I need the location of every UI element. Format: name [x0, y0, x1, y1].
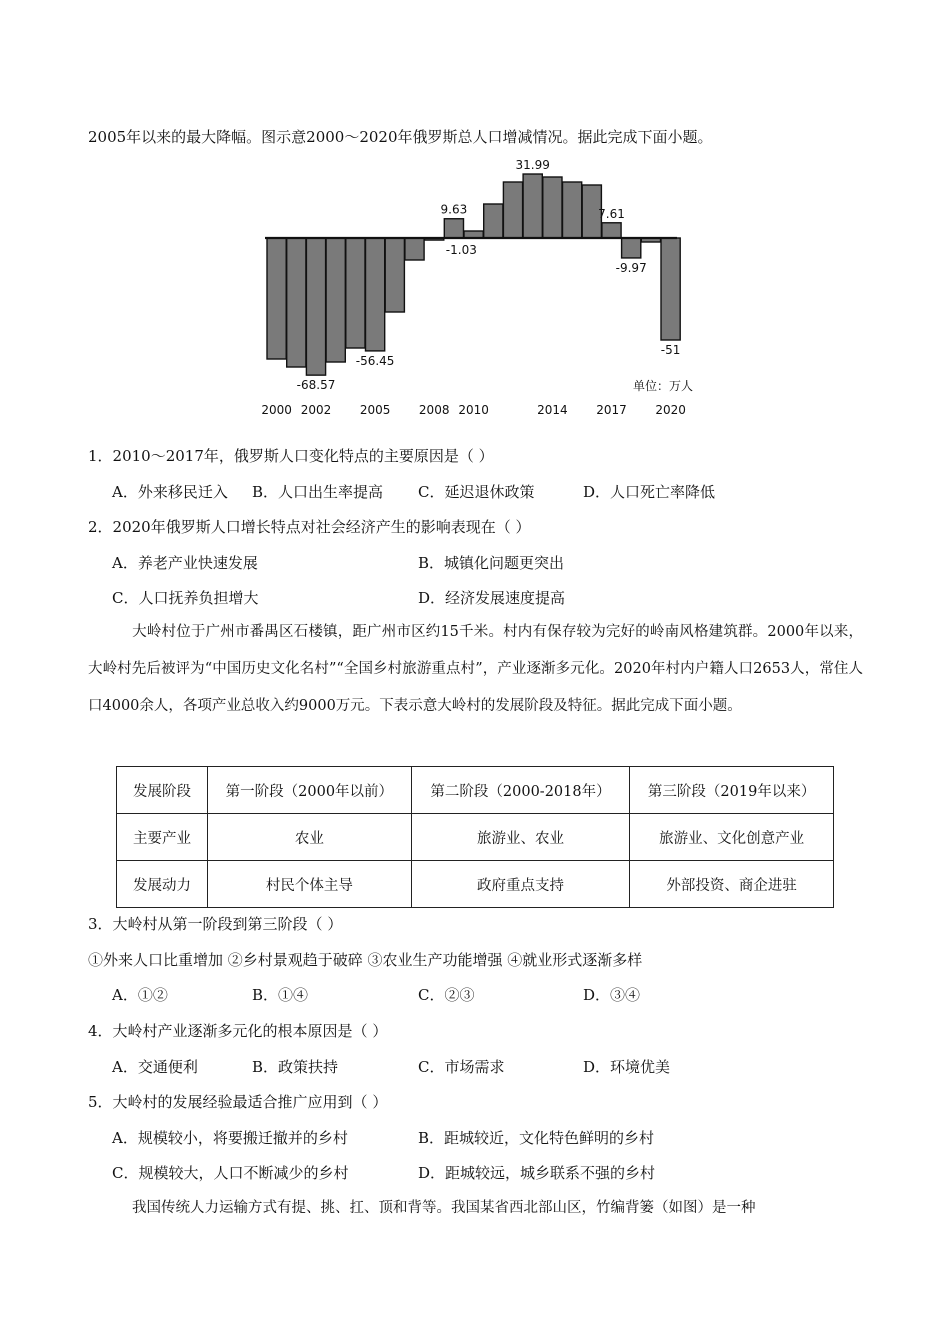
- data-label: -56.45: [355, 353, 395, 368]
- bar-2009: [444, 219, 463, 238]
- table-cell: 政府重点支持: [411, 861, 630, 908]
- bar-2003: [326, 238, 345, 362]
- table-cell: 第一阶段（2000年以前）: [208, 767, 412, 814]
- population-change-chart: [255, 158, 705, 426]
- table-row: [117, 814, 834, 861]
- table-row: [117, 861, 834, 908]
- bar-2011: [484, 204, 503, 238]
- question-4-stem: 4．大岭村产业逐渐多元化的根本原因是（ ）: [88, 1022, 388, 1040]
- q5-option-c[interactable]: C．规模较大，人口不断减少的乡村: [112, 1164, 349, 1182]
- table-cell: 发展动力: [117, 861, 208, 908]
- question-5-stem: 5．大岭村的发展经验最适合推广应用到（ ）: [88, 1093, 388, 1111]
- q4-option-b[interactable]: B．政策扶持: [252, 1058, 339, 1076]
- bar-2002: [306, 238, 325, 375]
- passage-text: 大岭村位于广州市番禺区石楼镇，距广州市区约15千米。村内有保存较为完好的岭南风格建筑群。2000年以来，大岭村先后被评为“中国历史文化名村”“全国乡村旅游重点村”，产业逐渐多元化。2020年村内户籍人口2653人，常住人口4000余人，各项产业总收入约9000万元。下表示意大岭村的发展阶段及特征。据此完成下面小题。: [88, 624, 863, 714]
- bar-2017: [602, 223, 621, 238]
- data-label: -51: [660, 343, 681, 357]
- table-cell: 旅游业、农业: [411, 814, 630, 861]
- bar-2012: [503, 182, 522, 238]
- bar-2005: [366, 238, 385, 351]
- q1-option-a[interactable]: A．外来移民迁入: [112, 483, 228, 501]
- x-tick-label: 2020: [655, 403, 686, 417]
- data-label: -68.57: [296, 378, 336, 393]
- bar-2000: [267, 238, 286, 359]
- question-1-stem: 1．2010～2017年，俄罗斯人口变化特点的主要原因是（ ）: [88, 447, 494, 465]
- x-tick-label: 2002: [300, 403, 332, 417]
- table-cell: 外部投资、商企进驻: [630, 861, 834, 908]
- bar-2013: [523, 174, 542, 238]
- q2-option-d[interactable]: D．经济发展速度提高: [418, 589, 566, 607]
- data-label: 7.61: [598, 206, 625, 221]
- q2-option-b[interactable]: B．城镇化问题更突出: [418, 554, 565, 572]
- bar-2015: [563, 182, 582, 238]
- q3-option-c[interactable]: C．②③: [418, 986, 475, 1004]
- table-cell: 农业: [208, 814, 412, 861]
- bar-2006: [385, 238, 404, 312]
- table-cell: 村民个体主导: [208, 861, 412, 908]
- x-tick-label: 2017: [596, 403, 627, 417]
- question-3-statements: ①外来人口比重增加 ②乡村景观趋于破碎 ③农业生产功能增强 ④就业形式逐渐多样: [88, 951, 643, 969]
- table-cell: 发展阶段: [117, 767, 208, 814]
- q5-option-a[interactable]: A．规模较小，将要搬迁撤并的乡村: [112, 1129, 348, 1147]
- bar-2018: [622, 238, 641, 258]
- data-label: -1.03: [445, 243, 477, 257]
- data-label: 9.63: [440, 202, 468, 217]
- q3-option-a[interactable]: A．①②: [112, 986, 168, 1004]
- table-cell: 旅游业、文化创意产业: [630, 814, 834, 861]
- table-row: [117, 767, 834, 814]
- q4-option-c[interactable]: C．市场需求: [418, 1058, 505, 1076]
- question-3-stem: 3．大岭村从第一阶段到第三阶段（ ）: [88, 915, 343, 933]
- q2-option-c[interactable]: C．人口抚养负担增大: [112, 589, 259, 607]
- passage-daling-village: [88, 614, 863, 725]
- data-label: 31.99: [515, 158, 550, 173]
- bar-2004: [346, 238, 365, 348]
- closing-line: 我国传统人力运输方式有提、挑、扛、顶和背等。我国某省西北部山区，竹编背篓（如图）是一种: [132, 1200, 756, 1216]
- table-cell: 主要产业: [117, 814, 208, 861]
- table-cell: 第二阶段（2000-2018年）: [411, 767, 630, 814]
- x-tick-label: 2010: [458, 403, 489, 417]
- development-stage-table: [116, 766, 834, 908]
- q5-option-b[interactable]: B．距城较近，文化特色鲜明的乡村: [418, 1129, 655, 1147]
- bar-2014: [543, 177, 562, 238]
- x-tick-label: 2008: [418, 403, 450, 417]
- q4-option-a[interactable]: A．交通便利: [112, 1058, 198, 1076]
- x-tick-label: 2014: [537, 403, 568, 417]
- q3-option-d[interactable]: D．③④: [583, 986, 641, 1004]
- x-tick-label: 2000: [261, 403, 292, 417]
- bar-2020: [661, 238, 680, 340]
- q3-option-b[interactable]: B．①④: [252, 986, 309, 1004]
- data-label: -9.97: [615, 260, 647, 275]
- x-tick-label: 2005: [359, 403, 391, 417]
- q1-option-c[interactable]: C．延迟退休政策: [418, 483, 535, 501]
- intro-line: 2005年以来的最大降幅。图示意2000～2020年俄罗斯总人口增减情况。据此完成下面小题。: [88, 128, 713, 146]
- bar-2001: [287, 238, 306, 367]
- q2-option-a[interactable]: A．养老产业快速发展: [112, 554, 258, 572]
- q1-option-d[interactable]: D．人口死亡率降低: [583, 483, 716, 501]
- chart-unit-label: 单位：万人: [633, 379, 694, 393]
- q5-option-d[interactable]: D．距城较远，城乡联系不强的乡村: [418, 1164, 656, 1182]
- question-2-stem: 2．2020年俄罗斯人口增长特点对社会经济产生的影响表现在（ ）: [88, 518, 531, 536]
- q1-option-b[interactable]: B．人口出生率提高: [252, 483, 384, 501]
- table-cell: 第三阶段（2019年以来）: [630, 767, 834, 814]
- bar-2007: [405, 238, 424, 260]
- q4-option-d[interactable]: D．环境优美: [583, 1058, 671, 1076]
